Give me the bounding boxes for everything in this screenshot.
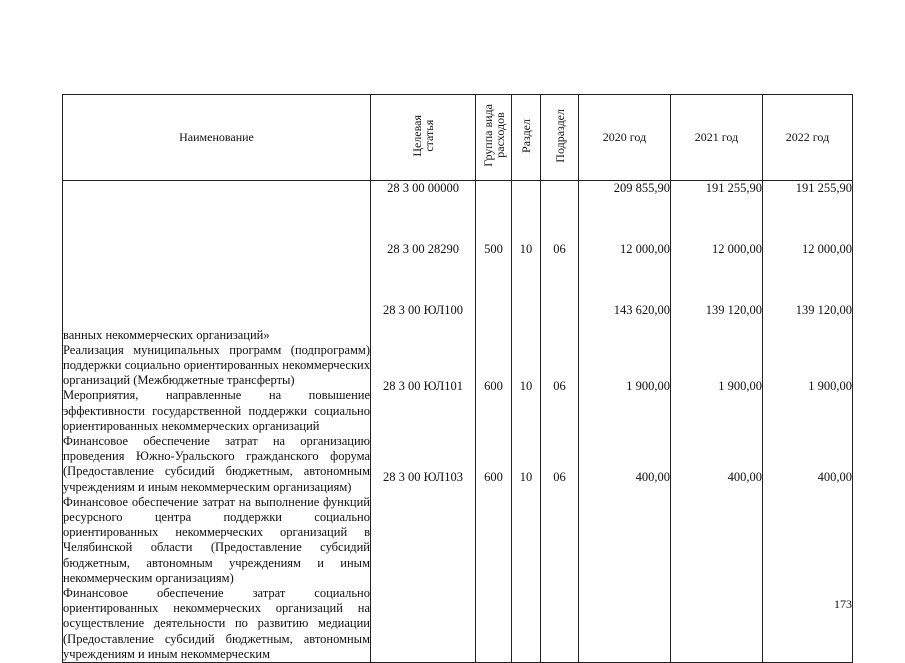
section-column — [512, 181, 541, 663]
row-group: 500 — [484, 241, 503, 256]
row-name: Реализация муниципальных программ (подпрограмм) поддержки социально ориентированных некоммерческих организаций (Межбюджетные трансферты) — [63, 342, 370, 388]
row-2021: 191 255,90 — [705, 181, 762, 195]
page-number: 173 — [834, 597, 852, 611]
row-2021: 12 000,00 — [712, 241, 762, 256]
header-subsection: Подраздел — [541, 95, 579, 181]
article-column — [371, 181, 476, 663]
row-article: 28 3 00 ЮЛ103 — [382, 469, 464, 484]
subsection-column — [541, 181, 579, 663]
row-2022: 139 120,00 — [795, 302, 852, 317]
row-2022: 12 000,00 — [802, 241, 852, 256]
group-column — [476, 181, 512, 663]
row-section: 10 — [519, 469, 533, 484]
row-name: Мероприятия, направленные на повышение эффективности государственной поддержки социально ориентированных некоммерческих организаций — [63, 388, 370, 433]
row-subsection: 06 — [553, 378, 566, 393]
row-subsection: 06 — [553, 469, 566, 484]
row-2020: 209 855,90 — [613, 181, 670, 195]
header-2021: 2021 год — [671, 95, 763, 181]
row-2020: 400,00 — [635, 469, 670, 484]
row-section: 10 — [519, 378, 533, 393]
row-2020: 1 900,00 — [626, 378, 670, 393]
header-article: Целевая статья — [371, 95, 476, 181]
row-name: Финансовое обеспечение затрат социально ориентированных некоммерческих организаций на осуществление деятельности по развитию медиации (Предоставление субсидий бюджетным, автономным учреждениям и иным некоммерческим — [63, 585, 370, 661]
header-group: Группа вида расходов — [476, 95, 512, 181]
row-2022: 1 900,00 — [808, 378, 852, 393]
row-article: 28 3 00 ЮЛ101 — [382, 378, 464, 393]
header-2022: 2022 год — [763, 95, 853, 181]
row-name: ванных некоммерческих организаций» — [63, 327, 270, 342]
header-name: Наименование — [63, 95, 371, 181]
names-column — [63, 181, 371, 663]
year-2022-column — [763, 181, 853, 663]
table-body — [63, 181, 853, 663]
row-name: Финансовое обеспечение затрат на организацию проведения Южно-Уральского гражданского форума (Предоставление субсидий бюджетным, автономным учреждениям и иным некоммерческим организациям) — [63, 433, 370, 494]
row-article: 28 3 00 ЮЛ100 — [382, 302, 464, 317]
header-section: Раздел — [512, 95, 541, 181]
row-2021: 1 900,00 — [718, 378, 762, 393]
row-2020: 12 000,00 — [620, 241, 670, 256]
row-article: 28 3 00 00000 — [387, 181, 459, 195]
row-2022: 400,00 — [817, 469, 852, 484]
budget-table — [62, 94, 853, 663]
row-2020: 143 620,00 — [613, 302, 670, 317]
row-section: 10 — [519, 241, 533, 256]
row-2022: 191 255,90 — [795, 181, 852, 195]
year-2020-column — [579, 181, 671, 663]
row-article: 28 3 00 28290 — [387, 241, 459, 256]
year-2021-column — [671, 181, 763, 663]
header-2020: 2020 год — [579, 95, 671, 181]
row-2021: 400,00 — [727, 469, 762, 484]
row-group: 600 — [484, 469, 503, 484]
row-2021: 139 120,00 — [705, 302, 762, 317]
row-name: Финансовое обеспечение затрат на выполнение функций ресурсного центра поддержки социально ориентированных некоммерческих организаций в Челябинской области (Предоставление субсидий бюджетным, автономным учреждениям и иным некоммерческим организациям) — [63, 494, 370, 585]
table-header-row — [63, 95, 853, 181]
row-subsection: 06 — [553, 241, 566, 256]
row-group: 600 — [484, 378, 503, 393]
